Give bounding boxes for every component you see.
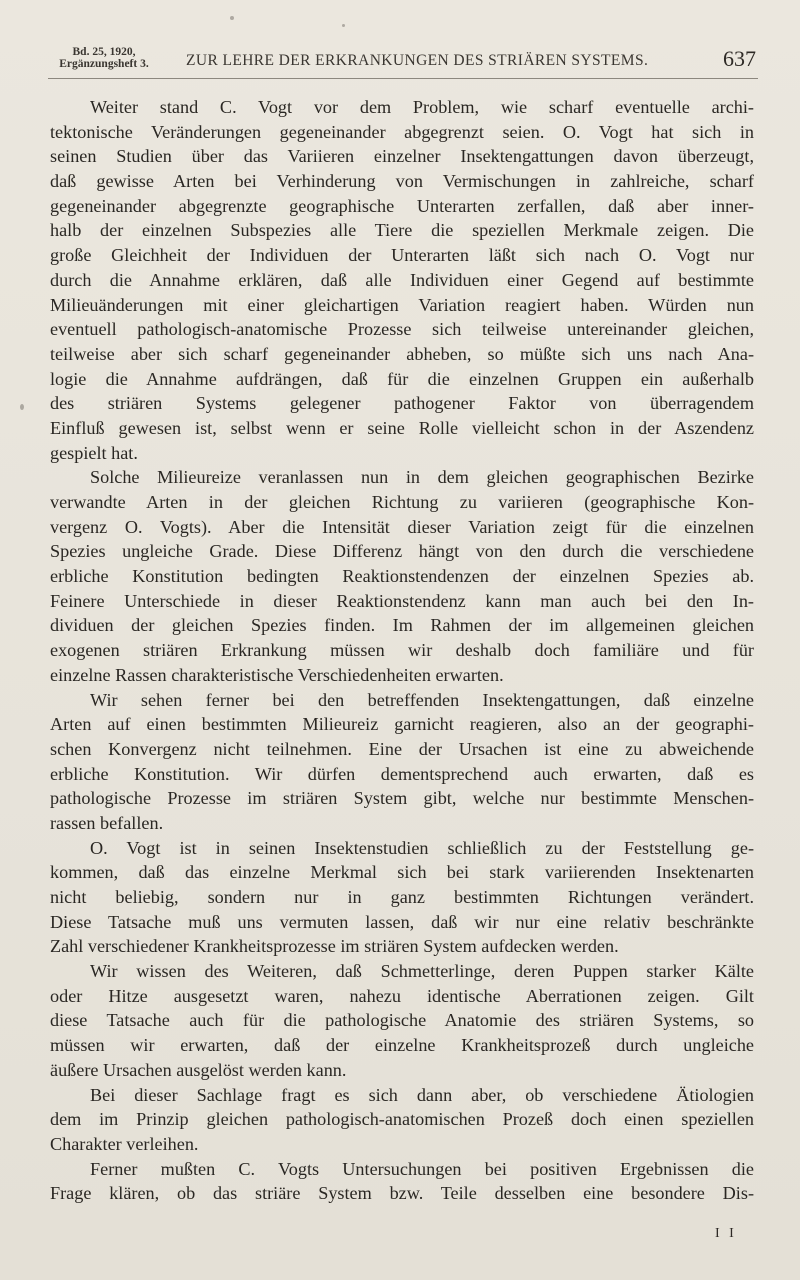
text-line: Zahl verschiedener Krankheitsprozesse im striären System aufdecken werden. [50, 936, 619, 957]
text-line: gegeneinander abgegrenzte geographische Unterarten zerfallen, daß aber inner- [50, 195, 754, 216]
text-line: erbliche Konstitution. Wir dürfen dementsprechend auch erwarten, daß es [50, 763, 754, 784]
text-line: pathologische Prozesse im striären System gibt, welche nur bestimmte Menschen- [50, 788, 754, 809]
text-line: halb der einzelnen Subspezies alle Tiere die speziellen Merkmale zeigen. Die [50, 220, 754, 241]
text-line: rassen befallen. [50, 812, 164, 833]
text-line: Weiter stand C. Vogt vor dem Problem, wie scharf eventuelle archi- [90, 97, 754, 117]
text-line: dem im Prinzip gleichen pathologisch-anatomischen Prozeß doch einen speziellen [50, 1109, 754, 1130]
text-line: schen Konvergenz nicht teilnehmen. Eine der Ursachen ist eine zu abweichende [50, 738, 754, 759]
text-line: eventuell pathologisch-anatomische Prozesse sich teilweise untereinander gleichen, [50, 319, 754, 340]
text-line: verwandte Arten in der gleichen Richtung zu variieren (geographische Kon- [50, 492, 754, 512]
text-line: Charakter verleihen. [50, 1133, 199, 1154]
text-line: teilweise aber sich scharf gegeneinander abheben, so müßte sich uns nach Ana- [50, 343, 754, 364]
text-line: Diese Tatsache muß uns vermuten lassen, daß wir nur eine relativ beschränkte [50, 911, 754, 932]
text-line: Solche Milieureize veranlassen nun in dem gleichen geographischen Bezirke [90, 467, 754, 488]
signature-mark: I I [715, 1226, 737, 1241]
header-rule [48, 78, 758, 79]
body-text [50, 95, 754, 1206]
text-line: durch die Annahme erklären, daß alle Individuen einer Gegend auf bestimmte [50, 269, 754, 290]
text-line: Ferner mußten C. Vogts Untersuchungen bei positiven Ergebnissen die [90, 1158, 754, 1179]
ink-speck [230, 16, 234, 20]
page-number: 637 [723, 46, 756, 71]
text-line: O. Vogt ist in seinen Insektenstudien schließlich zu der Feststellung ge- [90, 837, 754, 858]
text-line: vergenz O. Vogts). Aber die Intensität dieser Variation zeigt für die einzelnen [50, 516, 754, 537]
volume-info [48, 46, 160, 70]
text-line: kommen, daß das einzelne Merkmal sich bei stark variierenden Insektenarten [50, 862, 754, 883]
text-line: dividuen der gleichen Spezies finden. Im Rahmen der im allgemeinen gleichen [50, 615, 754, 636]
volume-line-1: Bd. 25, 1920, [72, 46, 136, 58]
text-line: Wir wissen des Weiteren, daß Schmetterlinge, deren Puppen starker Kälte [90, 961, 754, 982]
text-line: Wir sehen ferner bei den betreffenden Insektengattungen, daß einzelne [90, 689, 754, 710]
text-line: oder Hitze ausgesetzt waren, nahezu identische Aberrationen zeigen. Gilt [50, 985, 754, 1006]
text-line: diese Tatsache auch für die pathologische Anatomie des striären Systems, so [50, 1010, 754, 1031]
text-line: einzelne Rassen charakteristische Verschiedenheiten erwarten. [50, 664, 504, 685]
text-line: äußere Ursachen ausgelöst werden kann. [50, 1059, 347, 1080]
text-line: daß gewisse Arten bei Verhinderung von Vermischungen in zahlreiche, scharf [50, 171, 754, 192]
text-line: exogenen striären Erkrankung müssen wir deshalb doch familiäre und für [50, 640, 754, 661]
text-line: Arten auf einen bestimmten Milieureiz garnicht reagieren, also an der geographi- [50, 714, 754, 735]
text-line: Spezies ungleiche Grade. Diese Differenz hängt von den durch die verschiedene [50, 541, 754, 562]
text-line: gespielt hat. [50, 442, 138, 463]
running-title: ZUR LEHRE DER ERKRANKUNGEN DES STRIÄREN SYSTEMS. [186, 52, 649, 69]
text-line: erbliche Konstitution bedingten Reaktionstendenzen der einzelnen Spezies ab. [50, 566, 754, 587]
text-line: des striären Systems gelegener pathogener Faktor von überragendem [50, 393, 754, 414]
ink-speck [342, 24, 345, 27]
ink-speck [20, 404, 24, 410]
text-line: Milieuänderungen mit einer gleichartigen Variation reagiert haben. Würden nun [50, 294, 754, 315]
text-line: Einfluß gewesen ist, selbst wenn er seine Rolle vielleicht schon in der Aszendenz [50, 417, 754, 438]
volume-line-2: Ergänzungsheft 3. [59, 58, 149, 70]
text-line: Feinere Unterschiede in dieser Reaktionstendenz kann man auch bei den In- [50, 590, 754, 611]
page-header [48, 44, 760, 80]
text-line: nicht beliebig, sondern nur in ganz bestimmten Richtungen verändert. [50, 887, 754, 907]
text-line: Frage klären, ob das striäre System bzw. Teile desselben eine besondere Dis- [50, 1183, 754, 1204]
text-line: logie die Annahme aufdrängen, daß für die einzelnen Gruppen ein außerhalb [50, 368, 754, 389]
text-line: müssen wir erwarten, daß der einzelne Krankheitsprozeß durch ungleiche [50, 1035, 754, 1056]
text-line: große Gleichheit der Individuen der Unterarten läßt sich nach O. Vogt nur [50, 245, 754, 266]
text-line: tektonische Veränderungen gegeneinander abgegrenzt seien. O. Vogt hat sich in [50, 121, 754, 142]
text-line: seinen Studien über das Variieren einzelner Insektengattungen davon überzeugt, [50, 146, 754, 167]
text-line: Bei dieser Sachlage fragt es sich dann aber, ob verschiedene Ätiologien [90, 1084, 754, 1105]
